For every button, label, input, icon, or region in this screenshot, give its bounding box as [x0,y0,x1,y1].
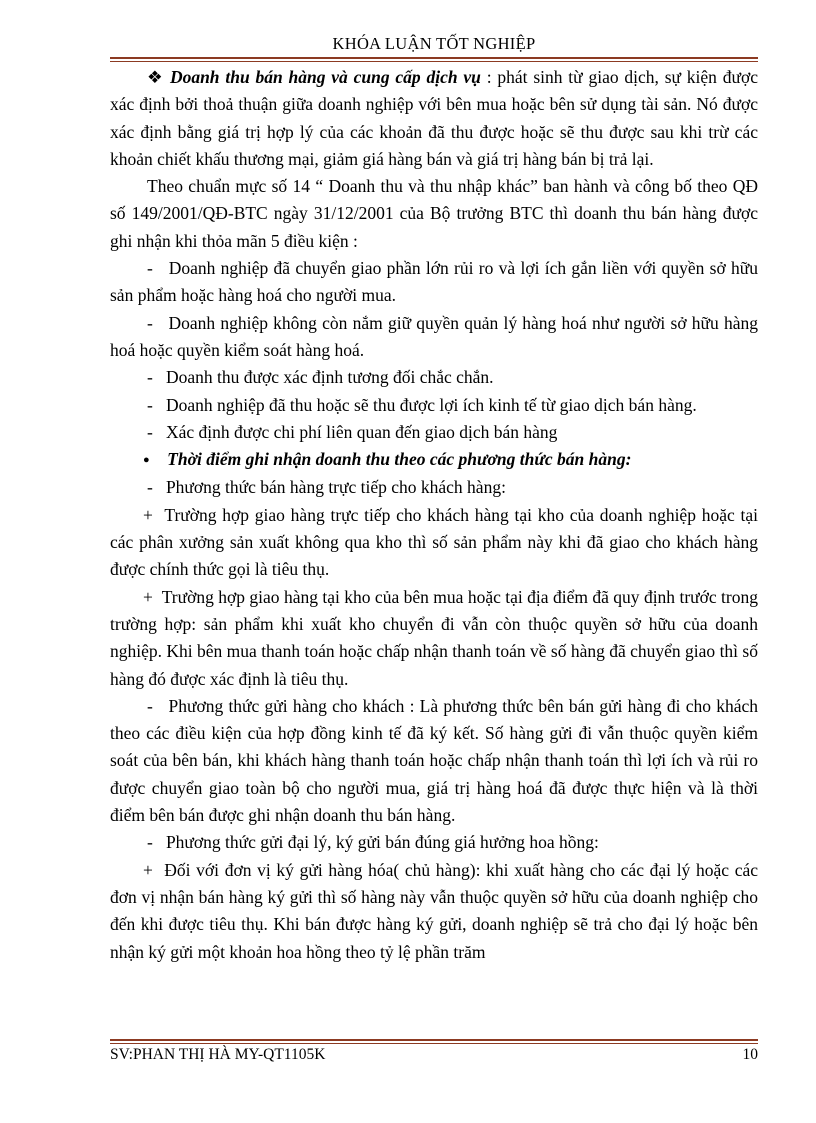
condition-item [110,310,758,365]
page-content [110,64,758,966]
page-header-title: KHÓA LUẬN TỐT NGHIỆP [332,34,536,53]
dash-marker: - [147,695,153,716]
dash-marker: - [147,312,153,333]
condition-item [110,392,758,419]
plus-marker: + [143,586,153,607]
diamond-bullet-icon: ❖ [147,67,165,87]
condition-item [110,364,758,391]
sub-item [110,857,758,966]
sub-item-text: Trường hợp giao hàng trực tiếp cho khách hàng tại kho của doanh nghiệp hoặc tại các phân xưởng sản xuất không qua kho thì số sản phẩm này khi đã giao cho khách hàng được chính thức gọi là tiêu thụ. [110,504,758,580]
revenue-term: Doanh thu bán hàng và cung cấp dịch vụ [169,67,481,87]
method-item [110,829,758,856]
plus-marker: + [143,504,153,525]
dash-marker: - [147,477,153,498]
dash-marker: - [147,832,153,853]
recognition-timing-heading: Thời điểm ghi nhận doanh thu theo các phương thức bán hàng: [167,449,632,470]
header-divider [110,57,758,62]
heading-recognition-timing [110,446,758,474]
page-number: 10 [742,1046,758,1063]
condition-text: Xác định được chi phí liên quan đến giao dịch bán hàng [165,421,558,442]
revenue-definition-text: : phát sinh từ giao dịch, sự kiện được xác định bởi thoả thuận giữa doanh nghiệp với bên mua hoặc bên sử dụng tài sản. Nó được xác định bằng giá trị hợp lý của các khoản đã thu được hoặc sẽ thu được sau khi trừ các khoản chiết khấu thương mại, giảm giá hàng bán và giá trị hàng bán bị trả lại. [110,67,758,169]
footer-divider [110,1039,758,1044]
dash-marker: - [147,258,153,279]
sub-item [110,502,758,584]
condition-item [110,419,758,446]
sub-item-text: Đối với đơn vị ký gửi hàng hóa( chủ hàng): khi xuất hàng cho các đại lý hoặc các đơn vị nhận bán hàng ký gửi thì số hàng này vẫn thuộc quyền sở hữu của doanh nghiệp cho đến khi được tiêu thụ. Khi bán được hàng ký gửi, doanh nghiệp sẽ trả cho đại lý hoặc bên nhận ký gửi một khoản hoa hồng theo tỷ lệ phần trăm [110,859,758,962]
method-text: Phương thức gửi hàng cho khách : Là phương thức bên bán gửi hàng đi cho khách theo các điều kiện của hợp đồng kinh tế đã ký kết. Số hàng gửi đi vẫn thuộc quyền kiểm soát của bên bán, khi khách hàng thanh toán hoặc chấp nhận thanh toán thì lợi ích và rủi ro được chuyển giao toàn bộ cho người mua, giá trị hàng hoá đã được thực hiện và là thời điểm bên bán được ghi nhận doanh thu bán hàng. [110,695,759,826]
bullet-icon: ● [143,454,150,467]
sub-item [110,584,758,693]
dash-marker: - [147,394,153,415]
paragraph-revenue-definition [110,64,758,173]
sub-item-text: Trường hợp giao hàng tại kho của bên mua hoặc tại địa điểm đã quy định trước trong trường hợp: sản phẩm khi xuất kho chuyển đi vẫn còn thuộc quyền sở hữu của doanh nghiệp. Khi bên mua thanh toán hoặc chấp nhận thanh toán về số hàng đã chuyển giao thì số hàng đó được xác định là tiêu thụ. [110,586,759,689]
condition-item [110,255,758,310]
dash-marker: - [147,367,153,388]
method-text: Phương thức gửi đại lý, ký gửi bán đúng giá hưởng hoa hồng: [165,832,599,853]
dash-marker: - [147,421,153,442]
condition-text: Doanh thu được xác định tương đối chắc chắn. [165,367,494,388]
footer-student-info: SV:PHAN THỊ HÀ MY-QT1105K [110,1046,326,1063]
method-item [110,693,758,829]
method-item [110,474,758,501]
standard-14-text: Theo chuẩn mực số 14 “ Doanh thu và thu nhập khác” ban hành và công bố theo QĐ số 149/2001/QĐ-BTC ngày 31/12/2001 của Bộ trưởng BTC thì doanh thu bán hàng được ghi nhận khi thỏa mãn 5 điều kiện : [110,176,758,251]
condition-text: Doanh nghiệp đã thu hoặc sẽ thu được lợi ích kinh tế từ giao dịch bán hàng. [165,394,697,415]
condition-text: Doanh nghiệp đã chuyển giao phần lớn rủi ro và lợi ích gắn liền với quyền sở hữu sản phẩm hoặc hàng hoá cho người mua. [110,258,759,306]
paragraph-standard-14 [110,173,758,255]
plus-marker: + [143,859,153,880]
method-text: Phương thức bán hàng trực tiếp cho khách hàng: [165,477,506,498]
condition-text: Doanh nghiệp không còn nắm giữ quyền quản lý hàng hoá như người sở hữu hàng hoá hoặc quyền kiểm soát hàng hoá. [110,312,758,360]
